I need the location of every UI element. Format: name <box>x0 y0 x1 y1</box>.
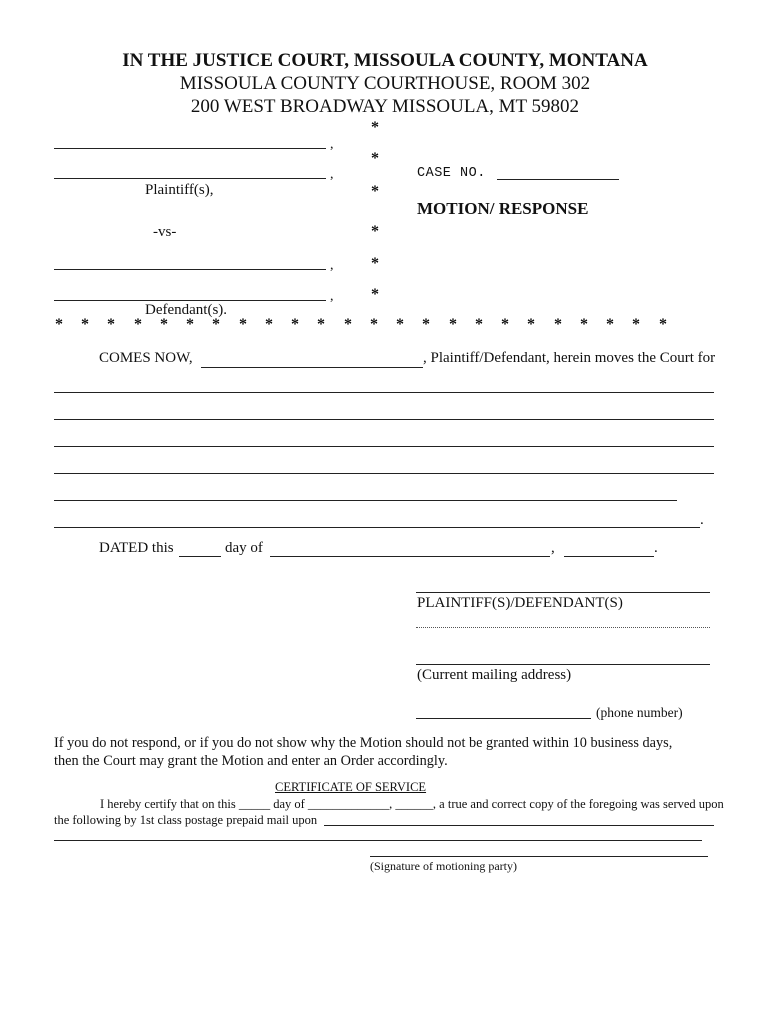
divider-star: * <box>606 316 614 333</box>
divider-star: * <box>317 316 325 333</box>
divider-star: * <box>160 316 168 333</box>
dated-comma: , <box>551 540 555 556</box>
caption-star: * <box>371 255 379 272</box>
case-no-field[interactable] <box>497 179 619 180</box>
dated-year-field[interactable] <box>564 556 654 557</box>
divider-star: * <box>659 316 667 333</box>
divider-star: * <box>449 316 457 333</box>
motion-text-line[interactable] <box>54 446 714 447</box>
divider-star: * <box>239 316 247 333</box>
divider-star: * <box>291 316 299 333</box>
phone-field[interactable] <box>416 718 591 719</box>
defendant-label: Defendant(s). <box>145 302 228 318</box>
motion-title: MOTION/ RESPONSE <box>417 199 589 218</box>
plaintiff-comma-2: , <box>330 167 334 182</box>
divider-star: * <box>107 316 115 333</box>
court-title: IN THE JUSTICE COURT, MISSOULA COUNTY, MONTANA <box>122 50 648 71</box>
caption-star: * <box>371 119 379 136</box>
plaintiff-line-1[interactable] <box>54 148 326 149</box>
address-line-1[interactable] <box>416 627 710 628</box>
caption-star: * <box>371 183 379 200</box>
plaintiff-line-2[interactable] <box>54 178 326 179</box>
defendant-line-1[interactable] <box>54 269 326 270</box>
party-signature-line[interactable] <box>416 592 710 593</box>
divider-star: * <box>55 316 63 333</box>
address-label: (Current mailing address) <box>417 667 572 683</box>
notice-line-2: then the Court may grant the Motion and enter an Order accordingly. <box>54 753 448 769</box>
defendant-comma-1: , <box>330 258 334 273</box>
comes-now-suffix: , Plaintiff/Defendant, herein moves the Court for <box>423 350 716 366</box>
divider-star: * <box>344 316 352 333</box>
vs-label: -vs- <box>153 224 177 240</box>
dated-day-label: day of <box>225 540 263 556</box>
divider-star: * <box>265 316 273 333</box>
divider-star: * <box>134 316 142 333</box>
divider-star: * <box>81 316 89 333</box>
address-line: 200 WEST BROADWAY MISSOULA, MT 59802 <box>190 96 580 117</box>
caption-star: * <box>371 150 379 167</box>
service-recipient-field[interactable] <box>324 825 714 826</box>
divider-star: * <box>527 316 535 333</box>
plaintiff-label: Plaintiff(s), <box>145 182 214 198</box>
signature-label: (Signature of motioning party) <box>370 859 517 873</box>
phone-label: (phone number) <box>596 705 683 720</box>
courthouse-line: MISSOULA COUNTY COURTHOUSE, ROOM 302 <box>179 73 591 94</box>
motioning-party-signature-line[interactable] <box>370 856 708 857</box>
certificate-text-1: I hereby certify that on this _____ day of _____________, ______, a true and correct copy of the foregoing was served upon <box>100 797 724 811</box>
defendant-comma-2: , <box>330 289 334 304</box>
caption-star: * <box>371 223 379 240</box>
motion-text-line[interactable] <box>54 500 677 501</box>
case-no-label: CASE NO. <box>417 166 486 181</box>
divider-star: * <box>396 316 404 333</box>
motion-text-line[interactable] <box>54 419 714 420</box>
caption-star: * <box>371 286 379 303</box>
certificate-title: CERTIFICATE OF SERVICE <box>275 780 427 794</box>
defendant-line-2[interactable] <box>54 300 326 301</box>
notice-line-1: If you do not respond, or if you do not show why the Motion should not be granted within 10 business days, <box>54 735 673 751</box>
dated-prefix: DATED this <box>99 540 174 556</box>
divider-star: * <box>422 316 430 333</box>
address-line-2[interactable] <box>416 664 710 665</box>
motion-period: . <box>700 512 704 528</box>
motion-text-line[interactable] <box>54 473 714 474</box>
party-label: PLAINTIFF(S)/DEFENDANT(S) <box>417 595 623 611</box>
comes-now-prefix: COMES NOW, <box>99 350 193 366</box>
divider-star: * <box>186 316 194 333</box>
party-name-field[interactable] <box>201 367 423 368</box>
divider-star: * <box>632 316 640 333</box>
dated-period: . <box>654 540 658 556</box>
dated-month-field[interactable] <box>270 556 550 557</box>
dated-day-field[interactable] <box>179 556 221 557</box>
star-divider <box>55 316 695 336</box>
divider-star: * <box>580 316 588 333</box>
divider-star: * <box>475 316 483 333</box>
divider-star: * <box>501 316 509 333</box>
plaintiff-comma-1: , <box>330 137 334 152</box>
motion-text-line[interactable] <box>54 527 700 528</box>
divider-star: * <box>370 316 378 333</box>
certificate-text-2: the following by 1st class postage prepaid mail upon <box>54 813 318 827</box>
divider-star: * <box>212 316 220 333</box>
service-recipient-line[interactable] <box>54 840 702 841</box>
divider-star: * <box>554 316 562 333</box>
motion-text-line[interactable] <box>54 392 714 393</box>
